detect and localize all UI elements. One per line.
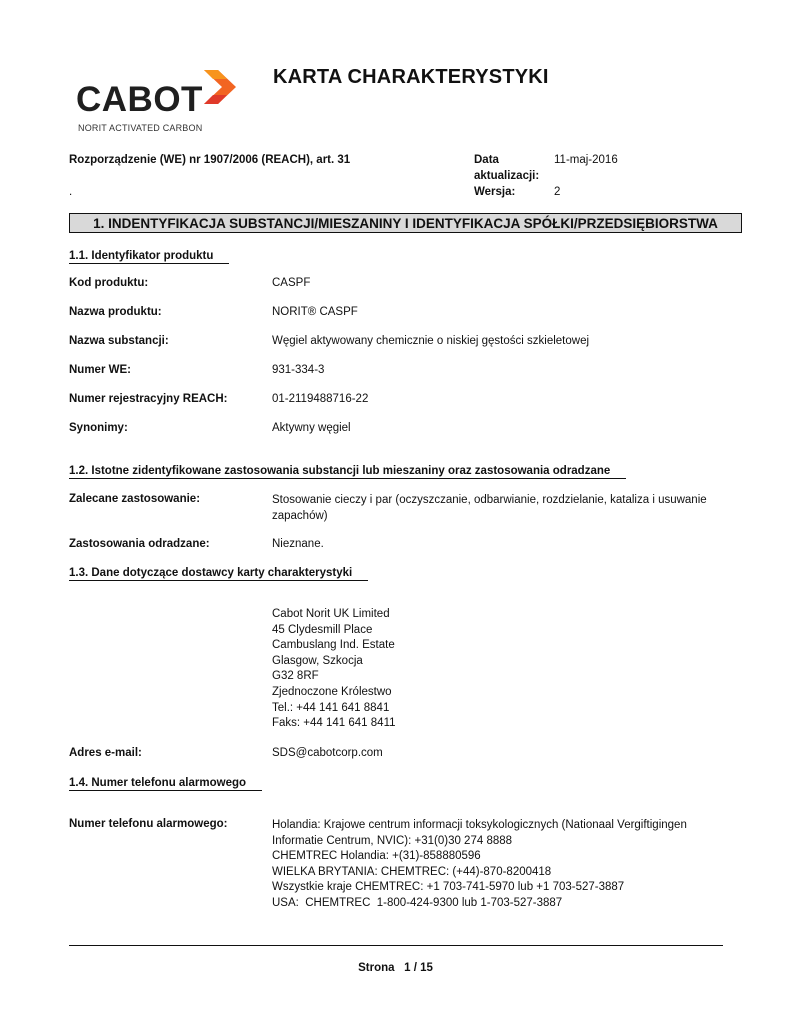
reach-number-label: Numer rejestracyjny REACH:	[69, 393, 228, 405]
emergency-line: Holandia: Krajowe centrum informacji toksykologicznych (Nationaal Vergiftigingen	[272, 819, 687, 831]
page-number: 1 / 15	[404, 962, 433, 974]
emergency-phone-details	[272, 818, 742, 912]
footer-divider	[69, 945, 723, 946]
version-label: Wersja:	[474, 186, 516, 198]
emergency-line: CHEMTREC Holandia: +(31)-858880596	[272, 850, 481, 863]
supplier-line: Cambuslang Ind. Estate	[272, 639, 395, 652]
substance-name-label: Nazwa substancji:	[69, 335, 169, 347]
page-footer	[0, 962, 791, 974]
synonyms-value: Aktywny węgiel	[272, 422, 351, 434]
synonyms-label: Synonimy:	[69, 422, 128, 434]
product-name-label: Nazwa produktu:	[69, 306, 162, 318]
page-label: Strona	[358, 962, 395, 974]
email-value: SDS@cabotcorp.com	[272, 747, 383, 759]
revision-date-value: 11-maj-2016	[554, 154, 618, 166]
uses-advised-against-value: Nieznane.	[272, 538, 324, 550]
emergency-line: Informatie Centrum, NVIC): +31(0)30 274 8888	[272, 834, 513, 847]
emergency-line: Wszystkie kraje CHEMTREC: +1 703-741-5970 lub +1 703-527-3887	[272, 881, 625, 894]
supplier-line: Cabot Norit UK Limited	[272, 608, 390, 620]
supplier-line: Glasgow, Szkocja	[272, 654, 363, 667]
emergency-line: WIELKA BRYTANIA: CHEMTREC: (+44)-870-8200418	[272, 865, 552, 878]
product-code-value: CASPF	[272, 277, 311, 289]
revision-date-label: Data	[474, 154, 499, 166]
recommended-use-label: Zalecane zastosowanie:	[69, 493, 201, 505]
emergency-line: USA: CHEMTREC 1-800-424-9300 lub 1-703-527-3887	[272, 896, 563, 909]
uses-advised-against-label: Zastosowania odradzane:	[69, 538, 210, 550]
recommended-use-value	[272, 493, 732, 524]
version-value: 2	[554, 186, 561, 198]
subsection-1-2-heading: 1.2. Istotne zidentyfikowane zastosowania substancji lub mieszaniny oraz zastosowania odradzane	[69, 464, 626, 479]
supplier-address	[272, 607, 396, 732]
subsection-1-1-heading: 1.1. Identyfikator produktu	[69, 249, 229, 264]
section-1-heading: 1. INDENTYFIKACJA SUBSTANCJI/MIESZANINY I IDENTYFIKACJA SPÓŁKI/PRZEDSIĘBIORSTWA	[69, 213, 742, 233]
document-title: KARTA CHARAKTERYSTYKI	[273, 66, 549, 88]
logo-arrow-icon	[200, 68, 238, 106]
ec-number-label: Numer WE:	[69, 364, 131, 376]
supplier-line: Faks: +44 141 641 8411	[272, 717, 396, 730]
reach-number-value: 01-2119488716-22	[272, 393, 369, 405]
substance-name-value: Węgiel aktywowany chemicznie o niskiej gęstości szkieletowej	[272, 335, 590, 347]
ec-number-value: 931-334-3	[272, 364, 325, 376]
dot-marker: .	[69, 186, 73, 198]
subsection-1-3-heading: 1.3. Dane dotyczące dostawcy karty charakterystyki	[69, 566, 368, 581]
supplier-line: Zjednoczone Królestwo	[272, 685, 392, 698]
emergency-phone-label: Numer telefonu alarmowego:	[69, 818, 228, 830]
cabot-logo	[76, 68, 246, 138]
revision-date-label-cont: aktualizacji:	[474, 170, 540, 182]
subsection-1-4-heading: 1.4. Numer telefonu alarmowego	[69, 776, 262, 791]
recommended-use-line: zapachów)	[272, 509, 328, 522]
regulation-reference: Rozporządzenie (WE) nr 1907/2006 (REACH), art. 31	[69, 154, 351, 166]
recommended-use-line: Stosowanie cieczy i par (oczyszczanie, odbarwianie, rozdzielanie, kataliza i usuwanie	[272, 494, 707, 506]
product-code-label: Kod produktu:	[69, 277, 149, 289]
logo-subtitle: NORIT ACTIVATED CARBON	[78, 123, 203, 133]
supplier-line: 45 Clydesmill Place	[272, 623, 373, 636]
supplier-line: G32 8RF	[272, 670, 319, 683]
logo-wordmark: CABOT	[76, 80, 203, 119]
supplier-line: Tel.: +44 141 641 8841	[272, 701, 390, 714]
product-name-value: NORIT® CASPF	[272, 306, 358, 318]
email-label: Adres e-mail:	[69, 747, 142, 759]
